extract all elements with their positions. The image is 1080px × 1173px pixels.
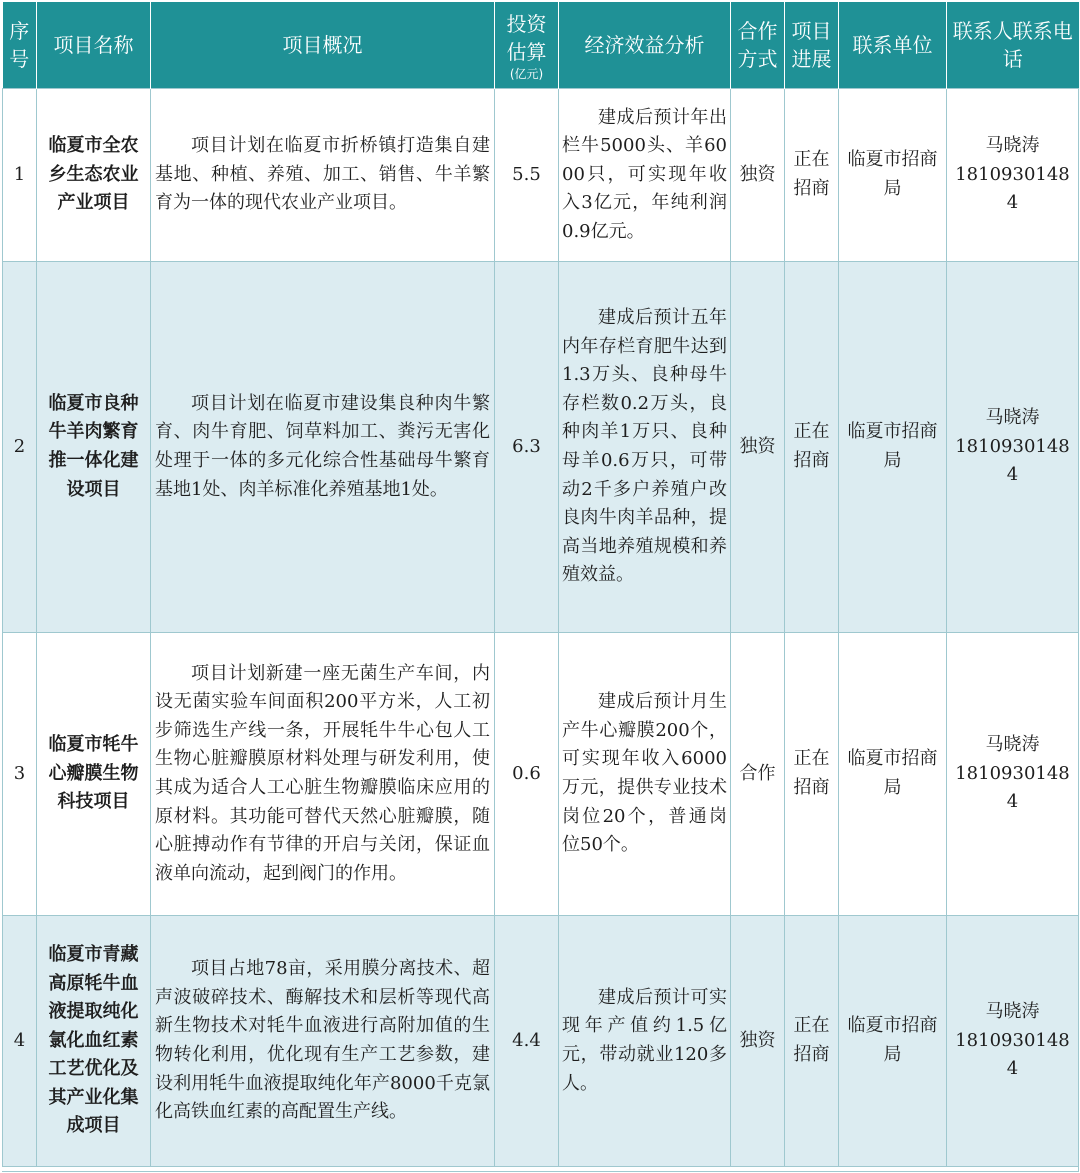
cell-name: 临夏市牦牛心瓣膜生物科技项目 <box>37 633 151 916</box>
cell-economic: 建成后预计五年内年存栏育肥牛达到1.3万头、良种母牛存栏数0.2万头，良种肉羊1万只、良种母羊0.6万只，可带动2千多户养殖户改良肉牛肉羊品种，提高当地养殖规模和养殖效益。 <box>559 262 731 633</box>
table-row <box>3 89 1079 262</box>
cell-overview: 项目计划在临夏市建设集良种肉牛繁育、肉牛育肥、饲草料加工、粪污无害化处理于一体的多元化综合性基础母牛繁育基地1处、肉羊标准化养殖基地1处。 <box>151 262 495 633</box>
cell-contact <box>947 633 1079 916</box>
cell-overview: 项目计划新建一座无菌生产车间，内设无菌实验车间面积200平方米，人工初步筛选生产线一条，开展牦牛牛心包人工生物心脏瓣膜原材料处理与研发利用，使其成为适合人工心脏生物瓣膜临床应用的原材料。其功能可替代天然心脏瓣膜，随心脏搏动作有节律的开启与关闭，保证血液单向流动，起到阀门的作用。 <box>151 633 495 916</box>
cell-economic: 建成后预计年出栏牛5000头、羊6000只，可实现年收入3亿元，年纯利润0.9亿元。 <box>559 89 731 262</box>
header-name: 项目名称 <box>37 2 151 89</box>
header-progress: 项目进展 <box>785 2 839 89</box>
table-row <box>3 633 1079 916</box>
cell-cooperation: 独资 <box>731 89 785 262</box>
table-row <box>3 262 1079 633</box>
table-row <box>3 916 1079 1167</box>
cell-seq: 2 <box>3 262 37 633</box>
contact-name: 马晓涛 <box>985 734 1040 756</box>
cell-unit: 临夏市招商局 <box>839 633 947 916</box>
header-investment-unit: (亿元) <box>509 66 544 81</box>
investment-project-table-wrapper <box>2 2 1079 1172</box>
cell-progress: 正在招商 <box>785 633 839 916</box>
cell-progress: 正在招商 <box>785 262 839 633</box>
cell-cooperation: 独资 <box>731 916 785 1167</box>
cell-name: 临夏市全农乡生态农业产业项目 <box>37 89 151 262</box>
cell-overview: 项目计划在临夏市折桥镇打造集自建基地、种植、养殖、加工、销售、牛羊繁育为一体的现代农业产业项目。 <box>151 89 495 262</box>
table-body <box>3 89 1079 1167</box>
header-economic: 经济效益分析 <box>559 2 731 89</box>
header-seq: 序号 <box>3 2 37 89</box>
cell-cooperation: 合作 <box>731 633 785 916</box>
cell-investment: 5.5 <box>495 89 559 262</box>
contact-phone: 18109301484 <box>955 1029 1070 1080</box>
cell-progress: 正在招商 <box>785 89 839 262</box>
contact-name: 马晓涛 <box>985 407 1040 429</box>
cell-seq: 4 <box>3 916 37 1167</box>
header-investment <box>495 2 559 89</box>
cell-investment: 4.4 <box>495 916 559 1167</box>
header-contact: 联系人联系电话 <box>947 2 1079 89</box>
cell-unit: 临夏市招商局 <box>839 262 947 633</box>
cell-name: 临夏市青藏高原牦牛血液提取纯化氯化血红素工艺优化及其产业化集成项目 <box>37 916 151 1167</box>
cell-investment: 6.3 <box>495 262 559 633</box>
cell-progress: 正在招商 <box>785 916 839 1167</box>
cell-investment: 0.6 <box>495 633 559 916</box>
cell-overview: 项目占地78亩，采用膜分离技术、超声波破碎技术、酶解技术和层析等现代高新生物技术对牦牛血液进行高附加值的生物转化利用，优化现有生产工艺参数，建设利用牦牛血液提取纯化年产8000千克氯化高铁血红素的高配置生产线。 <box>151 916 495 1167</box>
cell-contact <box>947 262 1079 633</box>
cell-unit: 临夏市招商局 <box>839 916 947 1167</box>
cell-unit: 临夏市招商局 <box>839 89 947 262</box>
cell-contact <box>947 89 1079 262</box>
table-header <box>3 2 1079 89</box>
contact-phone: 18109301484 <box>955 163 1070 214</box>
header-row <box>3 2 1079 89</box>
header-cooperation: 合作方式 <box>731 2 785 89</box>
contact-phone: 18109301484 <box>955 435 1070 486</box>
cell-economic: 建成后预计月生产牛心瓣膜200个，可实现年收入6000万元，提供专业技术岗位20个，普通岗位50个。 <box>559 633 731 916</box>
contact-name: 马晓涛 <box>985 135 1040 157</box>
cell-seq: 1 <box>3 89 37 262</box>
cell-economic: 建成后预计可实现年产值约1.5亿元，带动就业120多人。 <box>559 916 731 1167</box>
cell-contact <box>947 916 1079 1167</box>
contact-phone: 18109301484 <box>955 762 1070 813</box>
cell-cooperation: 独资 <box>731 262 785 633</box>
cell-seq: 3 <box>3 633 37 916</box>
contact-name: 马晓涛 <box>985 1001 1040 1023</box>
header-overview: 项目概况 <box>151 2 495 89</box>
investment-project-table <box>2 2 1079 1167</box>
header-unit: 联系单位 <box>839 2 947 89</box>
cell-name: 临夏市良种牛羊肉繁育推一体化建设项目 <box>37 262 151 633</box>
header-investment-label: 投资估算 <box>506 11 547 64</box>
